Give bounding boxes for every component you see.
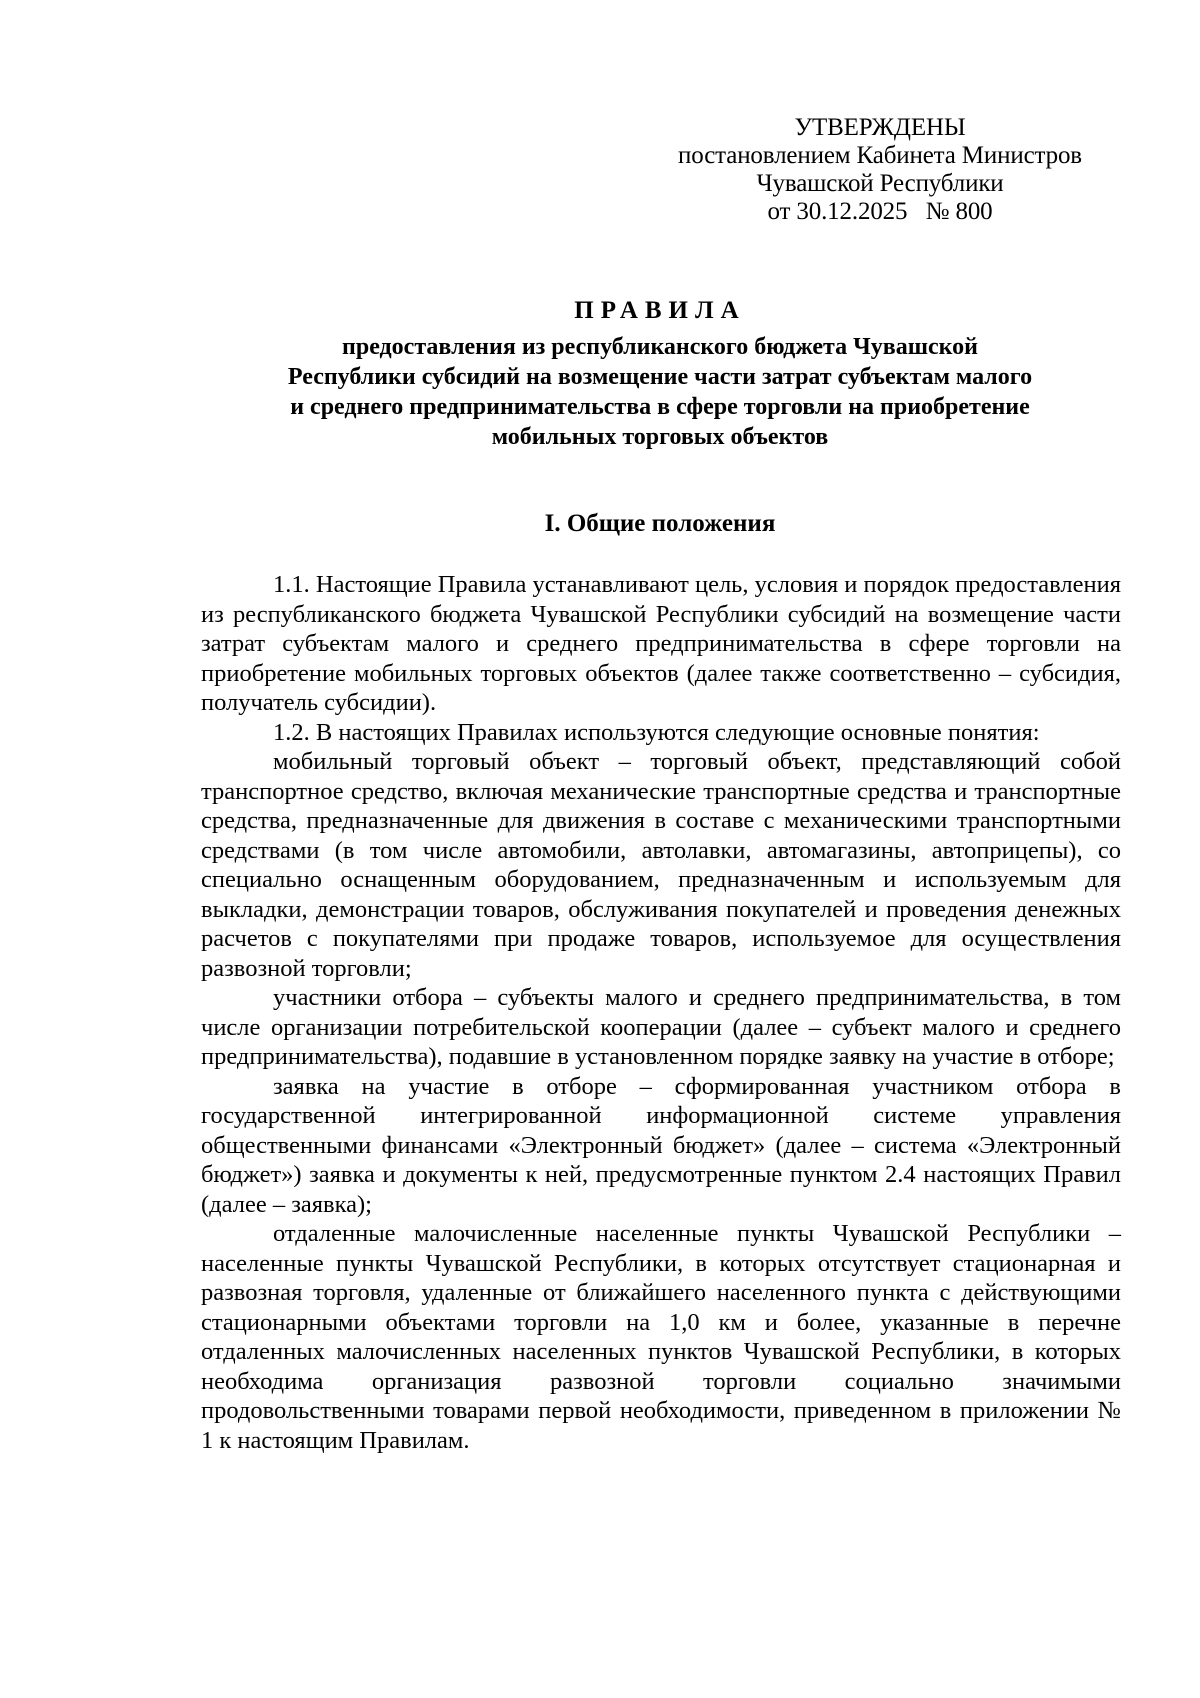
document-subtitle-line: и среднего предпринимательства в сфере торговли на приобретение: [290, 394, 1030, 420]
document-subtitle-line: Республики субсидий на возмещение части затрат субъектам малого: [287, 364, 1033, 390]
approval-region: Чувашской Республики: [756, 170, 1004, 197]
definition-selection-participants: участники отбора – субъекты малого и среднего предпринимательства, в том числе организации потребительской кооперации (далее – субъект малого и среднего предпринимательства), подавшие в установленном порядке заявку на участие в отборе;: [201, 984, 1121, 1070]
document-subtitle-line: мобильных торговых объектов: [491, 424, 829, 450]
approved-label: УТВЕРЖДЕНЫ: [794, 114, 966, 141]
definition-mobile-trade-object: мобильный торговый объект – торговый объект, представляющий собой транспортное средство, включая механические транспортные средства и транспортные средства, предназначенные для движения в составе с механическими транспортными средствами (в том числе автомобили, автолавки, автомагазины, автоприцепы), со специально оснащенным оборудованием, предназначенным и используемым для выкладки, демонстрации товаров, обслуживания покупателей и проведения денежных расчетов с покупателями при продаже товаров, используемое для осуществления развозной торговли;: [201, 748, 1121, 982]
paragraph-1-2: 1.2. В настоящих Правилах используются следующие основные понятия:: [273, 718, 1040, 746]
definition-application: заявка на участие в отборе – сформированная участником отбора в государственной интегрированной информационной системе управления общественными финансами «Электронный бюджет» (далее – система «Электронный бюджет») заявка и документы к ней, предусмотренные пунктом 2.4 настоящих Правил (далее – заявка);: [201, 1072, 1121, 1218]
document-title-block: [190, 296, 1130, 452]
paragraph-1-1: 1.1. Настоящие Правила устанавливают цель, условия и порядок предоставления из республиканского бюджета Чувашской Республики субсидий на возмещение части затрат субъектам малого и среднего предпринимательства в сфере торговли на приобретение мобильных торговых объектов (далее также соответственно – субсидия, получатель субсидии).: [201, 571, 1121, 716]
approval-date-number: от 30.12.2025 № 800: [767, 198, 993, 225]
approval-stamp: [640, 114, 1120, 226]
section-heading: I. Общие положения: [544, 510, 776, 537]
body-text: [201, 570, 1121, 1455]
definition-remote-settlements: отдаленные малочисленные населенные пункты Чувашской Республики – населенные пункты Чувашской Республики, в которых отсутствует стационарная и развозная торговля, удаленные от ближайшего населенного пункта с действующими стационарными объектами торговли на 1,0 км и более, указанные в перечне отдаленных малочисленных населенных пунктов Чувашской Республики, в которых необходима организация развозной торговли социально значимыми продовольственными товарами первой необходимости, приведенном в приложении № 1 к настоящим Правилам.: [201, 1220, 1121, 1454]
document-title: ПРАВИЛА: [574, 297, 746, 324]
approval-issuer: постановлением Кабинета Министров: [678, 142, 1082, 169]
document-subtitle-line: предоставления из республиканского бюджета Чувашской: [342, 334, 978, 360]
